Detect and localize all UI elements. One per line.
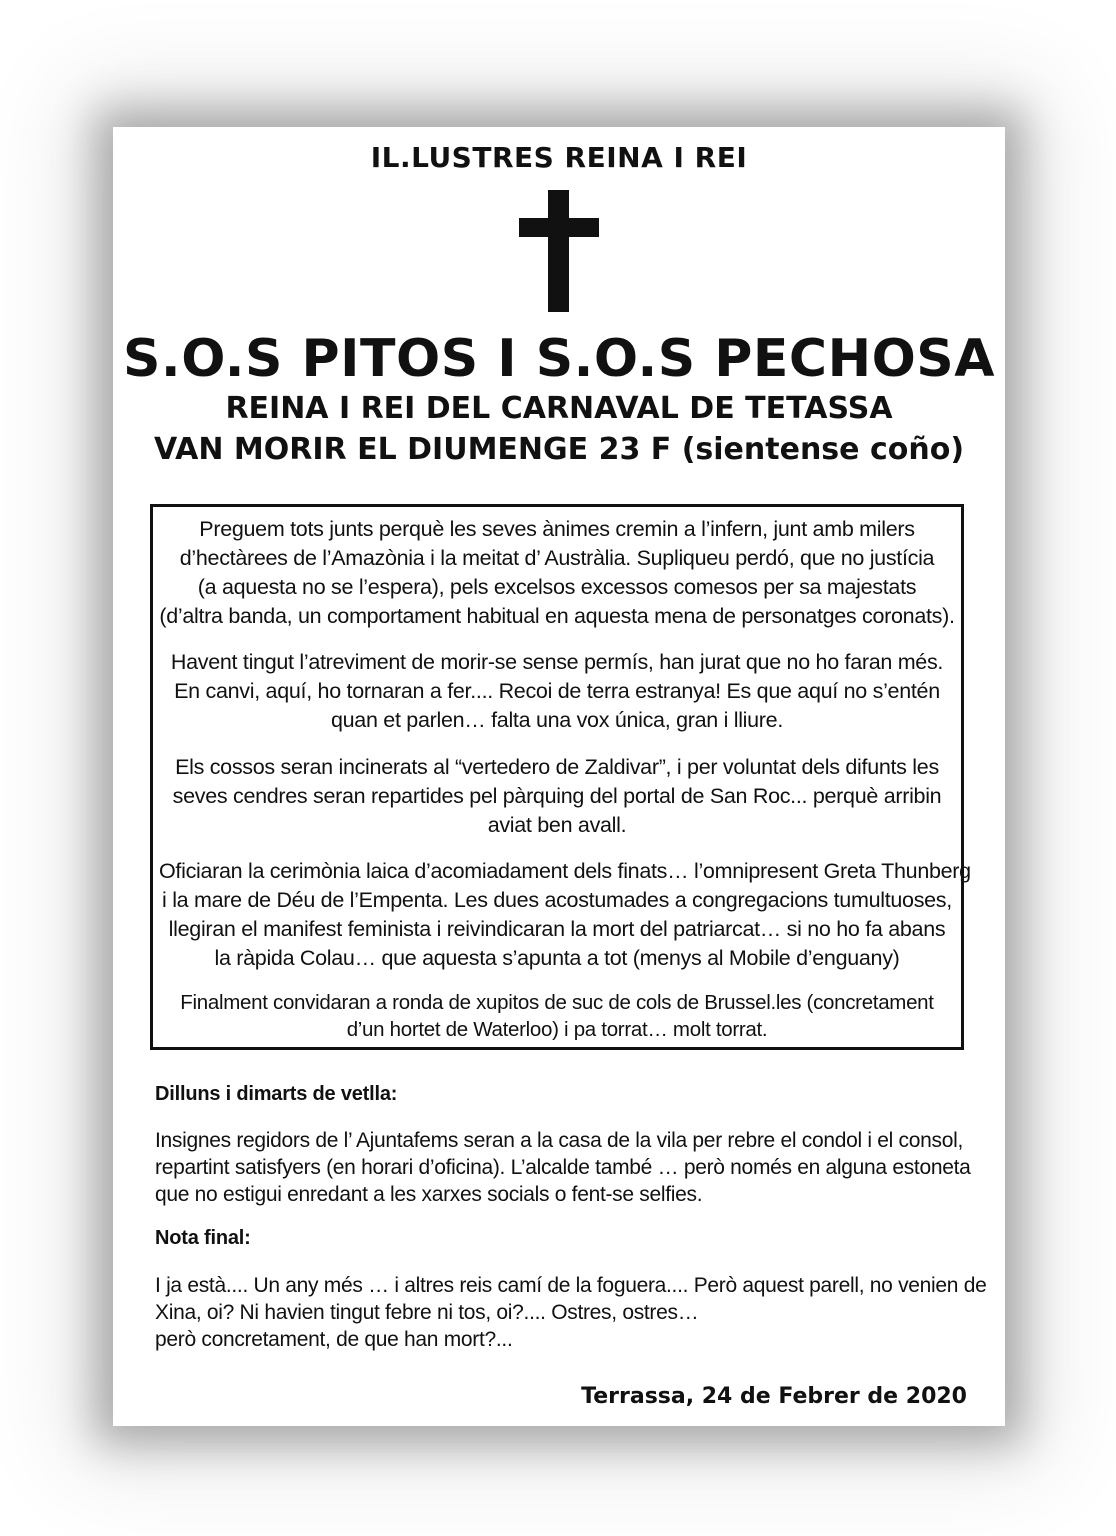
text-line: Havent tingut l’atreviment de morir-se sense permís, han jurat que no ho faran més. xyxy=(170,650,944,674)
text-line: quan et parlen… falta una vox única, gran i lliure. xyxy=(330,708,783,732)
paragraph-finally xyxy=(159,989,955,1043)
paragraph-ashes xyxy=(159,753,955,840)
paragraph-permission xyxy=(159,648,955,735)
text-line: I ja està.... Un any més … i altres reis camí de la foguera.... Però aquest parell, no venien de xyxy=(155,1274,987,1297)
text-line: (d’altra banda, un comportament habitual en aquesta mena de personatges coronats). xyxy=(159,604,955,628)
framed-text-box xyxy=(150,504,971,1050)
paragraph-prayer xyxy=(159,515,955,631)
nota-text xyxy=(155,1272,985,1353)
text-line: que no estigui enredant a les xarxes socials o fent-se selfies. xyxy=(155,1183,703,1206)
text-line: llegiran el manifest feminista i reivindicaran la mort del patriarcat… si no ho fa abans xyxy=(168,917,946,941)
text-line: aviat ben avall. xyxy=(487,813,627,837)
top-title: IL.LUSTRES REINA I REI xyxy=(370,141,748,174)
text-line: (a aquesta no se l’espera), pels excelsos excessos comesos per sa majestats xyxy=(197,575,917,599)
subtitle-2: VAN MORIR EL DIUMENGE 23 F (sientense coño) xyxy=(153,432,965,467)
place-date-signature: Terrassa, 24 de Febrer de 2020 xyxy=(581,1384,967,1409)
main-title: S.O.S PITOS I S.O.S PECHOSA xyxy=(122,329,995,389)
text-line: Xina, oi? Ni havien tingut febre ni tos, oi?.... Ostres, ostres… xyxy=(155,1301,699,1324)
paragraph-ceremony xyxy=(159,857,971,973)
cross-icon xyxy=(519,190,599,312)
vetlla-text xyxy=(155,1127,985,1208)
text-line: Finalment convidaran a ronda de xupitos de suc de cols de Brussel.les (concretament xyxy=(180,991,934,1014)
nota-heading: Nota final: xyxy=(155,1227,251,1249)
text-line: repartint satisfyers (en horari d’oficina). L’alcalde també … però només en alguna estoneta xyxy=(155,1156,971,1179)
subtitle-1: REINA I REI DEL CARNAVAL DE TETASSA xyxy=(225,391,893,426)
text-line: d’hectàrees de l’Amazònia i la meitat d’ Austràlia. Supliqueu perdó, que no justícia xyxy=(179,546,935,570)
text-line: Oficiaran la cerimònia laica d’acomiadament dels finats… l’omnipresent Greta Thunberg xyxy=(159,859,971,883)
text-line: la ràpida Colau… que aquesta s’apunta a tot (menys al Mobile d’enguany) xyxy=(214,946,900,970)
text-line: d’un hortet de Waterloo) i pa torrat… molt torrat. xyxy=(346,1018,768,1041)
text-line: En canvi, aquí, ho tornaran a fer.... Recoi de terra estranya! Es que aquí no s’entén xyxy=(174,679,940,703)
text-line: Preguem tots junts perquè les seves ànimes cremin a l’infern, junt amb milers xyxy=(199,517,915,541)
vetlla-heading: Dilluns i dimarts de vetlla: xyxy=(155,1083,398,1105)
text-line: seves cendres seran repartides pel pàrquing del portal de San Roc... perquè arribin xyxy=(172,784,942,808)
text-line: i la mare de Déu de l’Empenta. Les dues acostumades a congregacions tumultuoses, xyxy=(162,888,952,912)
text-line: Insignes regidors de l’ Ajuntafems seran a la casa de la vila per rebre el condol i el consol, xyxy=(155,1129,963,1152)
text-line: Els cossos seran incinerats al “vertedero de Zaldivar”, i per voluntat dels difunts les xyxy=(175,755,939,779)
text-line: però concretament, de que han mort?... xyxy=(155,1328,513,1351)
obituary-sheet xyxy=(113,127,1005,1426)
